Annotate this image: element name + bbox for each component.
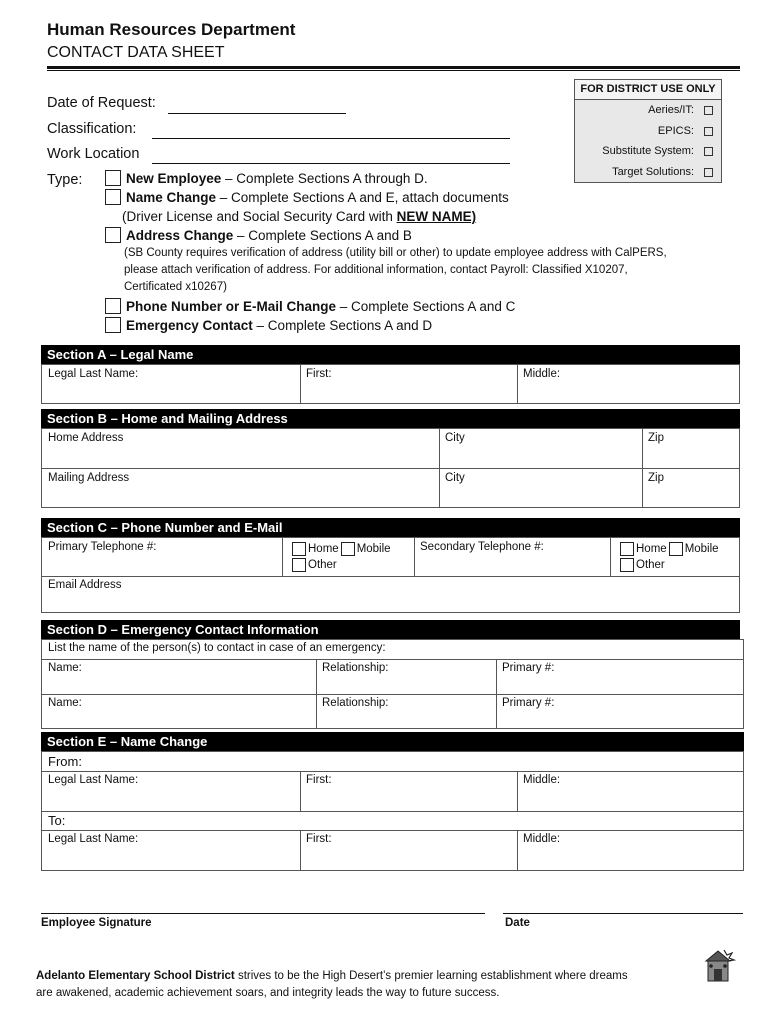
- emergency-name-label: Name:: [48, 662, 82, 674]
- first-name-label: First:: [306, 774, 332, 786]
- date-of-request-field[interactable]: [168, 113, 346, 114]
- new-employee-option: New Employee – Complete Sections A through D.: [126, 171, 428, 186]
- first-name-label: First:: [306, 833, 332, 845]
- district-checkbox[interactable]: [704, 147, 713, 156]
- from-label: From:: [48, 754, 82, 769]
- department-title: Human Resources Department: [47, 20, 296, 39]
- signature-date-label: Date: [505, 917, 530, 929]
- section-c-grid: [41, 537, 740, 613]
- mailing-address-label: Mailing Address: [48, 472, 130, 484]
- to-label: To:: [48, 813, 66, 828]
- classification-label: Classification:: [47, 121, 137, 137]
- work-location-label: Work Location: [47, 146, 140, 162]
- work-location-field[interactable]: [152, 163, 510, 164]
- home-checkbox[interactable]: [620, 542, 634, 556]
- section-a-grid: [41, 364, 740, 404]
- name-change-option: Name Change – Complete Sections A and E, attach documents: [126, 190, 509, 205]
- first-name-label: First:: [306, 368, 332, 380]
- secondary-phone-type: Home Mobile Other: [614, 538, 725, 576]
- name-change-note: (Driver License and Social Security Card with NEW NAME): [122, 209, 477, 224]
- district-use-item: Substitute System:: [602, 145, 713, 157]
- district-use-box: [574, 79, 722, 183]
- emergency-contact-option: Emergency Contact – Complete Sections A and D: [126, 318, 433, 333]
- district-mission-statement: Adelanto Elementary School District strives to be the High Desert’s premier learning establishment where dreams are awakened, academic achievement soars, and integrity leads the way to future success.: [36, 970, 628, 999]
- address-change-option: Address Change – Complete Sections A and B: [126, 228, 412, 243]
- address-note-line: Certificated x10267): [124, 281, 227, 293]
- signature-date-field[interactable]: [503, 913, 743, 914]
- middle-name-label: Middle:: [523, 368, 561, 380]
- primary-telephone-label: Primary Telephone #:: [48, 541, 157, 553]
- section-a-header: Section A – Legal Name: [41, 345, 740, 364]
- section-e-header: Section E – Name Change: [41, 732, 744, 751]
- primary-phone-type: Home Mobile Other: [286, 538, 397, 576]
- emergency-contact-checkbox[interactable]: [105, 317, 121, 333]
- phone-email-change-option: Phone Number or E-Mail Change – Complete Sections A and C: [126, 299, 516, 314]
- other-checkbox[interactable]: [292, 558, 306, 572]
- section-e-grid: [41, 751, 744, 871]
- legal-last-name-label: Legal Last Name:: [48, 368, 139, 380]
- middle-name-label: Middle:: [523, 833, 561, 845]
- phone-email-change-checkbox[interactable]: [105, 298, 121, 314]
- mobile-checkbox[interactable]: [669, 542, 683, 556]
- district-use-title: FOR DISTRICT USE ONLY: [575, 80, 721, 100]
- legal-last-name-label: Legal Last Name:: [48, 833, 139, 845]
- employee-signature-label: Employee Signature: [41, 917, 152, 929]
- district-logo-icon: [700, 947, 736, 985]
- type-label: Type:: [47, 172, 83, 188]
- emergency-instruction: List the name of the person(s) to contact in case of an emergency:: [48, 642, 386, 654]
- district-use-item: EPICS:: [658, 125, 713, 137]
- other-checkbox[interactable]: [620, 558, 634, 572]
- header-rule-thin: [47, 70, 740, 71]
- emergency-name-label: Name:: [48, 697, 82, 709]
- section-c-header: Section C – Phone Number and E-Mail: [41, 518, 740, 537]
- header-rule: [47, 66, 740, 69]
- zip-label: Zip: [648, 472, 664, 484]
- district-checkbox[interactable]: [704, 168, 713, 177]
- email-address-label: Email Address: [48, 579, 122, 591]
- zip-label: Zip: [648, 432, 664, 444]
- primary-number-label: Primary #:: [502, 662, 555, 674]
- address-note-line: (SB County requires verification of address (utility bill or other) to update employee address with CalPERS,: [124, 247, 667, 259]
- district-use-item: Aeries/IT:: [648, 104, 713, 116]
- section-b-grid: [41, 428, 740, 508]
- middle-name-label: Middle:: [523, 774, 561, 786]
- district-use-item: Target Solutions:: [612, 166, 713, 178]
- employee-signature-field[interactable]: [41, 913, 485, 914]
- relationship-label: Relationship:: [322, 697, 389, 709]
- section-d-header: Section D – Emergency Contact Information: [41, 620, 740, 639]
- date-of-request-label: Date of Request:: [47, 95, 156, 111]
- name-change-checkbox[interactable]: [105, 189, 121, 205]
- district-checkbox[interactable]: [704, 127, 713, 136]
- mobile-checkbox[interactable]: [341, 542, 355, 556]
- address-note-line: please attach verification of address. For additional information, contact Payroll: Classified X10207,: [124, 264, 628, 276]
- primary-number-label: Primary #:: [502, 697, 555, 709]
- home-address-label: Home Address: [48, 432, 124, 444]
- legal-last-name-label: Legal Last Name:: [48, 774, 139, 786]
- section-b-header: Section B – Home and Mailing Address: [41, 409, 740, 428]
- form-title: CONTACT DATA SHEET: [47, 44, 225, 61]
- address-change-checkbox[interactable]: [105, 227, 121, 243]
- section-d-grid: [41, 639, 744, 729]
- city-label: City: [445, 472, 465, 484]
- new-employee-checkbox[interactable]: [105, 170, 121, 186]
- city-label: City: [445, 432, 465, 444]
- district-checkbox[interactable]: [704, 106, 713, 115]
- secondary-telephone-label: Secondary Telephone #:: [420, 541, 544, 553]
- relationship-label: Relationship:: [322, 662, 389, 674]
- classification-field[interactable]: [152, 138, 510, 139]
- home-checkbox[interactable]: [292, 542, 306, 556]
